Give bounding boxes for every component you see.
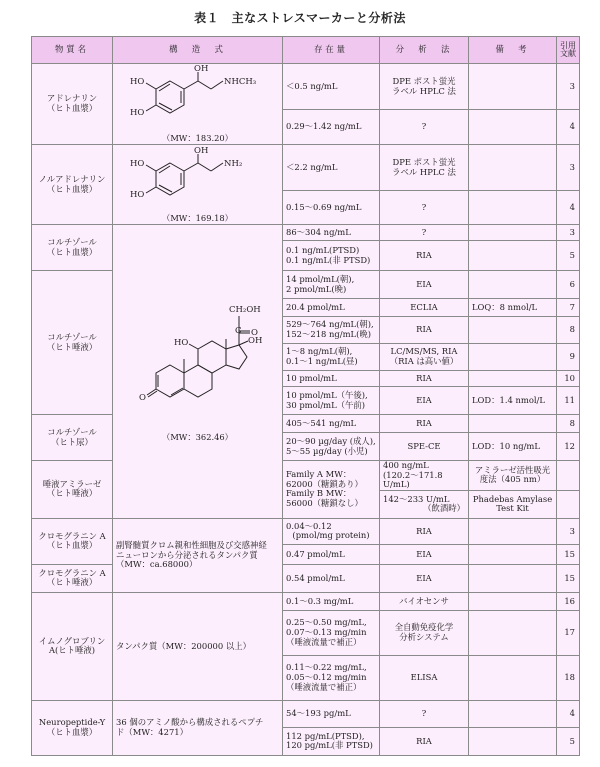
method-cell: SPE-CE <box>380 433 469 461</box>
level-cell: 0.15～0.69 ng/mL <box>283 191 380 225</box>
immunoglobulin-structure-cell: タンパク質（MW：200000 以上） <box>113 592 283 700</box>
level-cell: 0.1 ng/mL(PTSD) 0.1 ng/mL(非 PTSD) <box>283 241 380 271</box>
svg-text:OH: OH <box>193 145 208 156</box>
reference-cell: 3 <box>557 64 580 110</box>
reference-cell: 4 <box>557 110 580 145</box>
reference-cell: 15 <box>557 544 580 564</box>
level-cell: 14 pmol/mL(朝), 2 pmol/mL(晩) <box>283 271 380 299</box>
reference-cell: 4 <box>557 191 580 225</box>
svg-text:NH₂: NH₂ <box>223 158 242 169</box>
svg-text:HO: HO <box>129 158 144 169</box>
table-row <box>32 145 580 191</box>
method-cell: アミラーゼ活性吸光 度法（405 nm） <box>469 461 557 491</box>
remarks-cell <box>469 592 557 610</box>
table-row <box>32 700 580 727</box>
method-cell: LC/MS/MS, RIA （RIA は高い値） <box>380 344 469 371</box>
method-cell: EIA <box>380 544 469 564</box>
adrenaline-structure-diagram <box>114 64 282 134</box>
substance-cell: Neuropeptide-Y （ヒト血漿） <box>32 700 113 755</box>
cortisol-structure: CH₂OH C O OH HO O （MW：362.46） <box>113 225 283 519</box>
level-cell: 1～8 ng/mL(朝), 0.1～1 ng/mL(昼) <box>283 344 380 371</box>
level-cell: 54～193 pg/mL <box>283 700 380 727</box>
level-cell: ＜0.5 ng/mL <box>283 64 380 110</box>
substance-cell: クロモグラニン A （ヒト唾液） <box>32 564 113 592</box>
level-cell: 142～233 U/mL （飲酒時） <box>380 490 469 518</box>
header-method: 分 析 法 <box>380 37 469 64</box>
table-row <box>32 518 580 544</box>
remarks-cell <box>557 461 580 491</box>
header-remarks: 備 考 <box>469 37 557 64</box>
header-row <box>32 37 580 64</box>
remarks-cell <box>469 610 557 655</box>
method-cell: EIA <box>380 387 469 415</box>
level-cell: 0.25～0.50 mg/mL, 0.07～0.13 mg/min （唾液流量で補正） <box>283 610 380 655</box>
reference-cell: 9 <box>557 344 580 371</box>
remarks-cell <box>469 145 557 191</box>
level-cell: 0.1～0.3 mg/mL <box>283 592 380 610</box>
method-cell: ? <box>380 110 469 145</box>
method-cell: ? <box>380 225 469 241</box>
level-cell: 0.11～0.22 mg/mL, 0.05～0.12 mg/min （唾液流量で補正） <box>283 655 380 700</box>
level-cell: 10 pmol/mL（午後), 30 pmol/mL（午前) <box>283 387 380 415</box>
method-cell: Phadebas Amylase Test Kit <box>469 490 557 518</box>
neuropeptide-structure-cell: 36 個のアミノ酸から構成されるペプチ ド（MW：4271） <box>113 700 283 755</box>
reference-cell: 15 <box>557 564 580 592</box>
header-reference: 引用 文献 <box>557 37 580 64</box>
reference-cell: 3 <box>557 145 580 191</box>
table-row <box>32 64 580 110</box>
remarks-cell <box>469 191 557 225</box>
method-cell: RIA <box>380 371 469 387</box>
remarks-cell: LOD：10 ng/mL <box>469 433 557 461</box>
svg-text:C: C <box>234 325 242 336</box>
substance-cell: ノルアドレナリン （ヒト血漿） <box>32 145 113 225</box>
reference-cell: 5 <box>557 727 580 755</box>
reference-cell: 4 <box>557 700 580 727</box>
svg-text:OH: OH <box>247 335 262 346</box>
method-cell: RIA <box>380 415 469 433</box>
method-cell: DPE ポスト蛍光 ラベル HPLC 法 <box>380 64 469 110</box>
substance-cell: コルチゾール （ヒト血漿） <box>32 225 113 271</box>
reference-cell: 16 <box>557 592 580 610</box>
substance-cell: 唾液アミラーゼ （ヒト唾液） <box>32 461 113 519</box>
remarks-cell <box>469 241 557 271</box>
table-row <box>32 225 580 241</box>
reference-cell: 7 <box>557 299 580 317</box>
method-cell: DPE ポスト蛍光 ラベル HPLC 法 <box>380 145 469 191</box>
remarks-cell <box>469 110 557 145</box>
amylase-structure-cell: Family A MW：62000（糖鎖あり） Family B MW：56000（糖鎖なし） <box>283 461 380 519</box>
level-cell: 20～90 µg/day (成人), 5～55 µg/day (小児) <box>283 433 380 461</box>
level-cell: 529～764 ng/mL(朝), 152～218 ng/mL(晩) <box>283 317 380 344</box>
remarks-cell <box>469 64 557 110</box>
reference-cell: 3 <box>557 225 580 241</box>
method-cell: ? <box>380 191 469 225</box>
reference-cell: 11 <box>557 387 580 415</box>
method-cell: ELISA <box>380 655 469 700</box>
method-cell: RIA <box>380 518 469 544</box>
adrenaline-structure: OH NHCH₃ HO HO （MW：183.20） <box>113 64 283 145</box>
substance-cell: アドレナリン （ヒト血漿） <box>32 64 113 145</box>
substance-cell: コルチゾール （ヒト唾液） <box>32 271 113 415</box>
header-structure: 構 造 式 <box>113 37 283 64</box>
reference-cell: 6 <box>557 271 580 299</box>
noradrenaline-structure-diagram <box>114 146 282 214</box>
substance-cell: イムノグロブリン A(ヒト唾液) <box>32 592 113 700</box>
level-cell: 112 pg/mL(PTSD), 120 pg/mL(非 PTSD) <box>283 727 380 755</box>
level-cell: 0.04～0.12 (pmol/mg protein) <box>283 518 380 544</box>
reference-cell: 8 <box>557 415 580 433</box>
reference-cell: 10 <box>557 371 580 387</box>
level-cell: 10 pmol/mL <box>283 371 380 387</box>
method-cell: バイオセンサ <box>380 592 469 610</box>
svg-text:OH: OH <box>193 64 208 75</box>
reference-cell: 3 <box>557 518 580 544</box>
svg-text:HO: HO <box>129 77 144 88</box>
remarks-cell <box>469 271 557 299</box>
substance-cell: コルチゾール （ヒト尿） <box>32 415 113 461</box>
header-level: 存在量 <box>283 37 380 64</box>
remarks-cell <box>469 344 557 371</box>
svg-text:HO: HO <box>129 189 144 200</box>
stress-marker-table <box>31 36 580 756</box>
chromogranin-structure-cell: 副腎髄質クロム親和性細胞及び交感神経 ニューロンから分泌されるタンパク質 （MW：ca.68000） <box>113 518 283 592</box>
level-cell: 20.4 pmol/mL <box>283 299 380 317</box>
svg-text:O: O <box>250 327 258 338</box>
svg-text:HO: HO <box>129 108 144 119</box>
level-cell: 0.47 pmol/mL <box>283 544 380 564</box>
remarks-cell <box>469 371 557 387</box>
substance-cell: クロモグラニン A （ヒト血漿） <box>32 518 113 564</box>
remarks-cell <box>557 490 580 518</box>
level-cell: 0.54 pmol/mL <box>283 564 380 592</box>
method-cell: EIA <box>380 271 469 299</box>
remarks-cell: LOD：1.4 nmol/L <box>469 387 557 415</box>
remarks-cell <box>469 415 557 433</box>
method-cell: RIA <box>380 317 469 344</box>
level-cell: 405～541 ng/mL <box>283 415 380 433</box>
table-row <box>32 592 580 610</box>
svg-text:NHCH₃: NHCH₃ <box>223 77 256 88</box>
remarks-cell <box>469 564 557 592</box>
remarks-cell <box>469 225 557 241</box>
svg-text:O: O <box>138 392 146 403</box>
remarks-cell <box>469 655 557 700</box>
method-cell: RIA <box>380 241 469 271</box>
noradrenaline-structure: OH NH₂ HO HO （MW：169.18） <box>113 145 283 225</box>
remarks-cell: LOQ：8 nmol/L <box>469 299 557 317</box>
reference-cell: 8 <box>557 317 580 344</box>
level-cell: ＜2.2 ng/mL <box>283 145 380 191</box>
table-title: 表１ 主なストレスマーカーと分析法 <box>194 11 406 25</box>
remarks-cell <box>469 700 557 727</box>
remarks-cell <box>469 544 557 564</box>
method-cell: ECLIA <box>380 299 469 317</box>
cortisol-structure-diagram <box>114 301 282 433</box>
svg-text:HO: HO <box>173 337 188 348</box>
reference-cell: 5 <box>557 241 580 271</box>
method-cell: ? <box>380 700 469 727</box>
method-cell: RIA <box>380 727 469 755</box>
remarks-cell <box>469 727 557 755</box>
reference-cell: 12 <box>557 433 580 461</box>
level-cell: 400 ng/mL (120.2～171.8 U/mL) <box>380 461 469 491</box>
remarks-cell <box>469 317 557 344</box>
header-substance: 物質名 <box>32 37 113 64</box>
level-cell: 86～304 ng/mL <box>283 225 380 241</box>
level-cell: 0.29～1.42 ng/mL <box>283 110 380 145</box>
method-cell: EIA <box>380 564 469 592</box>
reference-cell: 18 <box>557 655 580 700</box>
method-cell: 全自動免疫化学 分析システム <box>380 610 469 655</box>
reference-cell: 17 <box>557 610 580 655</box>
remarks-cell <box>469 518 557 544</box>
svg-text:CH₂OH: CH₂OH <box>228 304 261 315</box>
